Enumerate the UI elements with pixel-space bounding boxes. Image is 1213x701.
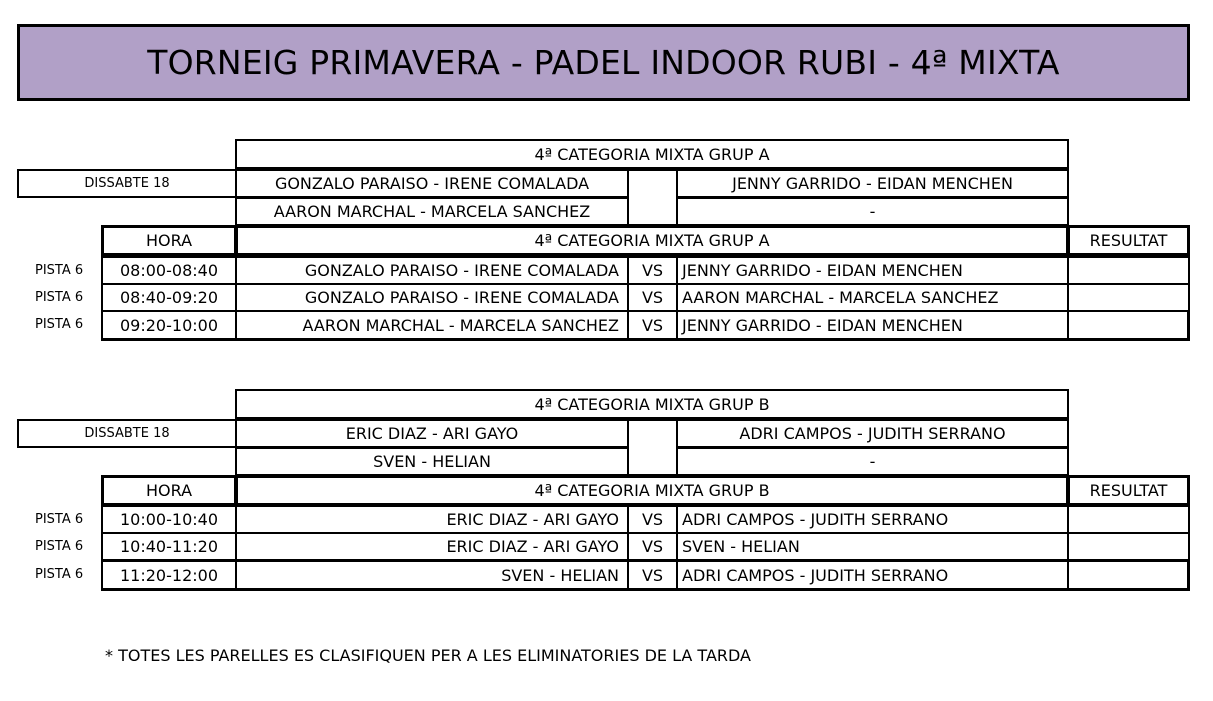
match-away-pair: AARON MARCHAL - MARCELA SANCHEZ [676, 283, 1069, 312]
match-home-pair: ERIC DIAZ - ARI GAYO [235, 505, 629, 534]
group-b-header: 4ª CATEGORIA MIXTA GRUP B [235, 389, 1069, 419]
group-b-pair-3: SVEN - HELIAN [235, 447, 629, 476]
match-vs: VS [627, 505, 678, 534]
page-title: TORNEIG PRIMAVERA - PADEL INDOOR RUBI - 4ª MIXTA [17, 24, 1190, 101]
group-a-day: DISSABTE 18 [17, 169, 237, 198]
group-a-pair-2: JENNY GARRIDO - EIDAN MENCHEN [676, 169, 1069, 198]
group-b-day: DISSABTE 18 [17, 419, 237, 448]
match-home-pair: AARON MARCHAL - MARCELA SANCHEZ [235, 310, 629, 341]
match-away-pair: ADRI CAMPOS - JUDITH SERRANO [676, 560, 1069, 591]
court-label: PISTA 6 [35, 566, 84, 582]
court-label: PISTA 6 [35, 262, 84, 278]
group-b-pair-divider [627, 419, 678, 476]
court-label: PISTA 6 [35, 511, 84, 527]
hour-column-header: HORA [101, 225, 237, 256]
match-vs: VS [627, 560, 678, 591]
court-label: PISTA 6 [35, 316, 84, 332]
group-a-pair-4: - [676, 197, 1069, 226]
schedule-category-header: 4ª CATEGORIA MIXTA GRUP A [235, 225, 1069, 256]
match-time: 10:00-10:40 [101, 505, 237, 534]
match-result-cell[interactable] [1067, 283, 1190, 312]
match-result-cell[interactable] [1067, 256, 1190, 285]
group-a-pair-3: AARON MARCHAL - MARCELA SANCHEZ [235, 197, 629, 226]
match-home-pair: GONZALO PARAISO - IRENE COMALADA [235, 283, 629, 312]
match-time: 08:40-09:20 [101, 283, 237, 312]
court-label: PISTA 6 [35, 538, 84, 554]
match-result-cell[interactable] [1067, 532, 1190, 561]
match-away-pair: JENNY GARRIDO - EIDAN MENCHEN [676, 310, 1069, 341]
match-home-pair: SVEN - HELIAN [235, 560, 629, 591]
footnote: * TOTES LES PARELLES ES CLASIFIQUEN PER A LES ELIMINATORIES DE LA TARDA [105, 646, 751, 665]
match-vs: VS [627, 256, 678, 285]
match-result-cell[interactable] [1067, 505, 1190, 534]
match-result-cell[interactable] [1067, 560, 1190, 591]
group-b-pair-2: ADRI CAMPOS - JUDITH SERRANO [676, 419, 1069, 448]
group-a-pair-divider [627, 169, 678, 226]
match-away-pair: SVEN - HELIAN [676, 532, 1069, 561]
match-vs: VS [627, 310, 678, 341]
match-time: 09:20-10:00 [101, 310, 237, 341]
match-away-pair: ADRI CAMPOS - JUDITH SERRANO [676, 505, 1069, 534]
result-column-header: RESULTAT [1067, 475, 1190, 506]
hour-column-header: HORA [101, 475, 237, 506]
result-column-header: RESULTAT [1067, 225, 1190, 256]
group-b-pair-4: - [676, 447, 1069, 476]
match-time: 08:00-08:40 [101, 256, 237, 285]
match-home-pair: ERIC DIAZ - ARI GAYO [235, 532, 629, 561]
group-a-header: 4ª CATEGORIA MIXTA GRUP A [235, 139, 1069, 169]
match-vs: VS [627, 283, 678, 312]
schedule-category-header: 4ª CATEGORIA MIXTA GRUP B [235, 475, 1069, 506]
match-time: 11:20-12:00 [101, 560, 237, 591]
group-a-pair-1: GONZALO PARAISO - IRENE COMALADA [235, 169, 629, 198]
match-away-pair: JENNY GARRIDO - EIDAN MENCHEN [676, 256, 1069, 285]
match-home-pair: GONZALO PARAISO - IRENE COMALADA [235, 256, 629, 285]
court-label: PISTA 6 [35, 289, 84, 305]
group-b-pair-1: ERIC DIAZ - ARI GAYO [235, 419, 629, 448]
match-vs: VS [627, 532, 678, 561]
match-result-cell[interactable] [1067, 310, 1190, 341]
match-time: 10:40-11:20 [101, 532, 237, 561]
